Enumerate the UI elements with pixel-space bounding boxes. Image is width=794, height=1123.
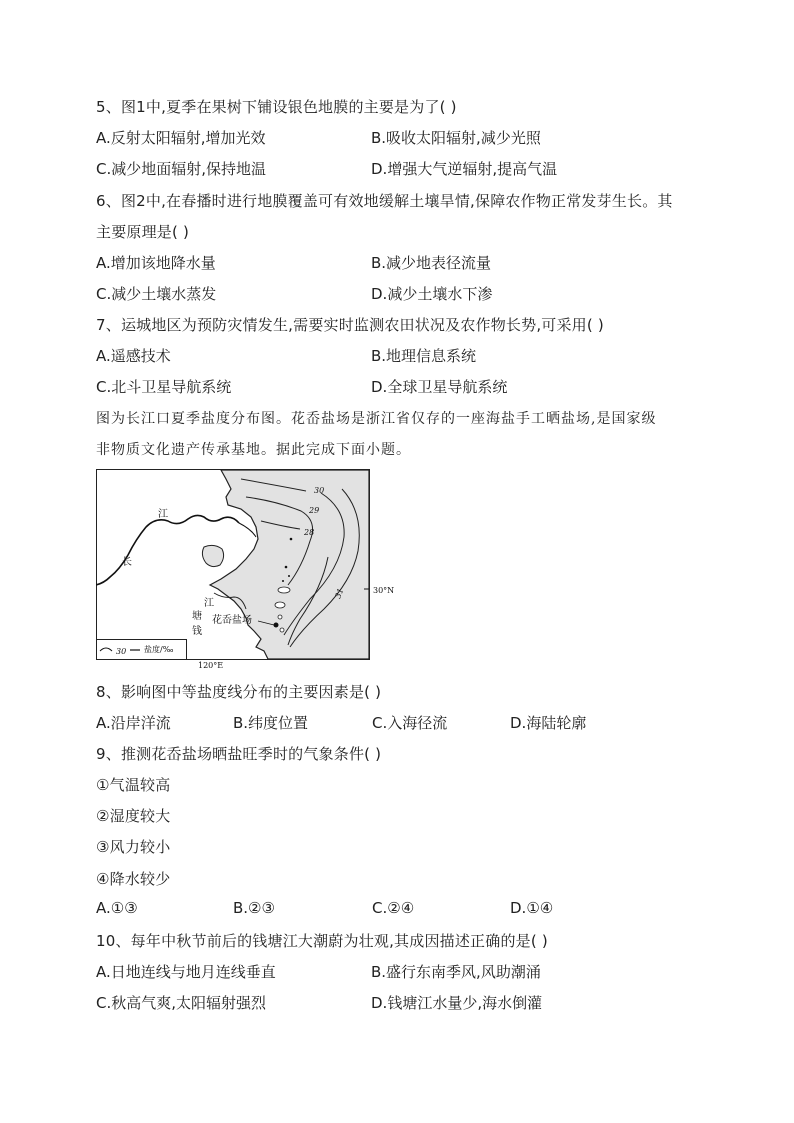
q7-options-row1 bbox=[96, 345, 716, 369]
q10-option-c: C.秋高气爽,太阳辐射强烈 bbox=[96, 994, 267, 1012]
salinity-map bbox=[96, 469, 370, 660]
q7-options-row2 bbox=[96, 376, 716, 400]
q9-item-3: ③风力较小 bbox=[96, 838, 171, 856]
q5-options-row2 bbox=[96, 158, 716, 182]
q9-option-c: C.②④ bbox=[372, 899, 415, 917]
q8-option-a: A.沿岸洋流 bbox=[96, 714, 171, 732]
legend-label: 盐度/‰ bbox=[144, 645, 174, 654]
q10-options-row1 bbox=[96, 961, 716, 985]
q8-stem: 8、影响图中等盐度线分布的主要因素是( ) bbox=[96, 683, 382, 701]
q10-option-b: B.盛行东南季风,风助潮涌 bbox=[371, 963, 541, 981]
q6-option-b: B.减少地表径流量 bbox=[371, 254, 492, 272]
q5-option-d: D.增强大气逆辐射,提高气温 bbox=[371, 160, 558, 178]
q9-item-2: ②湿度较大 bbox=[96, 807, 171, 825]
q7-option-a: A.遥感技术 bbox=[96, 347, 171, 365]
saltfield-label: 花岙盐场 bbox=[212, 615, 252, 626]
q6-option-c: C.减少土壤水蒸发 bbox=[96, 285, 217, 303]
label-chang: 长 bbox=[122, 557, 132, 568]
q8-option-d: D.海陆轮廓 bbox=[510, 714, 587, 732]
q9-option-b: B.②③ bbox=[233, 899, 275, 917]
intro-line1: 图为长江口夏季盐度分布图。花岙盐场是浙江省仅存的一座海盐手工晒盐场,是国家级 bbox=[96, 411, 657, 427]
legend-value: 30 bbox=[116, 647, 127, 656]
intro-line2: 非物质文化遗产传承基地。据此完成下面小题。 bbox=[96, 442, 411, 458]
q8-option-c: C.入海径流 bbox=[372, 714, 448, 732]
q5-options-row1 bbox=[96, 127, 716, 151]
q9-item-1: ①气温较高 bbox=[96, 776, 171, 794]
q6-option-d: D.减少土壤水下渗 bbox=[371, 285, 493, 303]
q7-option-b: B.地理信息系统 bbox=[371, 347, 477, 365]
q10-option-d: D.钱塘江水量少,海水倒灌 bbox=[371, 994, 543, 1012]
label-qt-jiang: 江 bbox=[204, 598, 214, 609]
q5-option-b: B.吸收太阳辐射,减少光照 bbox=[371, 129, 541, 147]
q6-options-row1 bbox=[96, 252, 716, 276]
q7-stem: 7、运城地区为预防灾情发生,需要实时监测农田状况及农作物长势,可采用( ) bbox=[96, 316, 604, 334]
q6-option-a: A.增加该地降水量 bbox=[96, 254, 216, 272]
saltfield-marker bbox=[274, 623, 279, 628]
q7-option-d: D.全球卫星导航系统 bbox=[371, 378, 508, 396]
q6-stem-line2: 主要原理是( ) bbox=[96, 223, 190, 241]
q9-stem: 9、推测花岙盐场晒盐旺季时的气象条件( ) bbox=[96, 745, 382, 763]
q9-option-a: A.①③ bbox=[96, 899, 138, 917]
q5-option-a: A.反射太阳辐射,增加光效 bbox=[96, 129, 266, 147]
q6-stem-line1: 6、图2中,在春播时进行地膜覆盖可有效地缓解土壤旱情,保障农作物正常发芽生长。其 bbox=[96, 192, 673, 210]
isoline-label-28: 28 bbox=[304, 528, 315, 537]
q8-options-row bbox=[96, 712, 716, 736]
label-jiang: 江 bbox=[158, 509, 168, 520]
q8-option-b: B.纬度位置 bbox=[233, 714, 309, 732]
lat-label: 30°N bbox=[373, 586, 395, 595]
q9-options-row bbox=[96, 899, 716, 923]
label-qt-tang: 塘 bbox=[192, 611, 202, 622]
q7-option-c: C.北斗卫星导航系统 bbox=[96, 378, 232, 396]
isoline-label-31: 31 bbox=[333, 587, 346, 600]
q6-options-row2 bbox=[96, 283, 716, 307]
lon-label: 120°E bbox=[198, 661, 224, 670]
q10-stem: 10、每年中秋节前后的钱塘江大潮蔚为壮观,其成因描述正确的是( ) bbox=[96, 932, 548, 950]
isoline-label-30: 30 bbox=[314, 486, 325, 495]
q9-item-4: ④降水较少 bbox=[96, 870, 171, 888]
isoline-label-29: 29 bbox=[309, 506, 320, 515]
q5-option-c: C.减少地面辐射,保持地温 bbox=[96, 160, 267, 178]
q10-options-row2 bbox=[96, 992, 716, 1016]
q5-stem: 5、图1中,夏季在果树下铺设银色地膜的主要是为了( ) bbox=[96, 98, 457, 116]
q10-option-a: A.日地连线与地月连线垂直 bbox=[96, 963, 276, 981]
q9-option-d: D.①④ bbox=[510, 899, 554, 917]
label-qt-qian: 钱 bbox=[192, 626, 202, 637]
